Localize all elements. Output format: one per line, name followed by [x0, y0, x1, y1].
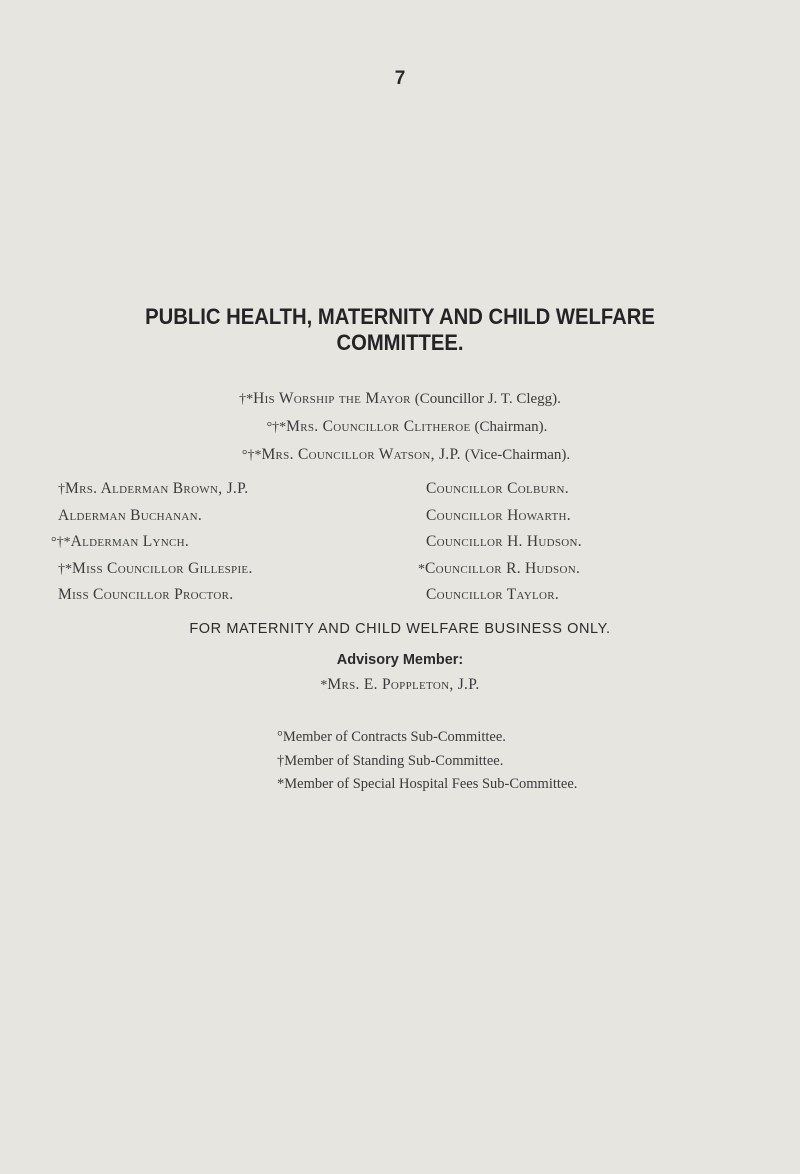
- advisory-member-heading: Advisory Member:: [336, 652, 464, 668]
- member-name: Mrs. Alderman Brown, J.P.: [65, 480, 249, 497]
- page-title-line-2: COMMITTEE.: [336, 330, 464, 355]
- member-name: Councillor Howarth.: [426, 506, 571, 524]
- member-entry: [51, 529, 253, 556]
- member-name: Alderman Buchanan.: [58, 506, 203, 524]
- legend-text: Member of Standing Sub-Committee.: [284, 752, 504, 769]
- officer-chairman: [0, 418, 800, 436]
- membership-symbols: °†*: [241, 448, 262, 463]
- members-right-column: [418, 476, 582, 609]
- officer-note: (Chairman).: [474, 419, 548, 435]
- legend-item-contracts: [277, 726, 577, 750]
- membership-symbols: *: [320, 678, 328, 693]
- membership-legend: [277, 726, 577, 797]
- member-entry: [58, 582, 253, 609]
- member-entry: [418, 556, 582, 583]
- officer-name: His Worship the Mayor: [253, 390, 411, 407]
- member-entry: [426, 529, 582, 556]
- legend-text: Member of Special Hospital Fees Sub-Committee.: [284, 776, 578, 792]
- member-entry: [426, 503, 582, 530]
- officer-name: Mrs. Councillor Watson, J.P.: [261, 446, 461, 463]
- member-name: Councillor R. Hudson.: [425, 559, 581, 577]
- membership-symbols: °†*: [51, 535, 71, 550]
- officer-note: (Vice-Chairman).: [464, 447, 571, 463]
- page-title: [32, 304, 768, 356]
- member-name: Councillor H. Hudson.: [426, 533, 582, 550]
- officer-mayor: [0, 390, 800, 408]
- officer-name: Mrs. Councillor Clitheroe: [286, 418, 471, 435]
- advisory-member-name: Mrs. E. Poppleton, J.P.: [327, 676, 480, 693]
- member-entry: [58, 503, 253, 530]
- membership-symbols: †: [58, 482, 65, 497]
- legend-text: Member of Contracts Sub-Committee.: [282, 729, 506, 745]
- members-left-column: [51, 476, 253, 609]
- membership-symbols: †*: [239, 392, 254, 407]
- membership-symbols: †*: [58, 561, 72, 577]
- member-name: Alderman Lynch.: [70, 533, 190, 550]
- officer-note: (Councillor J. T. Clegg).: [414, 391, 561, 407]
- legend-item-hospital-fees: [277, 773, 577, 797]
- officer-vice-chairman: [0, 446, 800, 464]
- member-name: Miss Councillor Proctor.: [58, 586, 234, 603]
- page-number: 7: [394, 68, 406, 89]
- maternity-business-note: FOR MATERNITY AND CHILD WELFARE BUSINESS ONLY.: [189, 621, 611, 637]
- member-entry: [58, 556, 253, 583]
- member-name: Councillor Taylor.: [426, 586, 560, 603]
- page-title-line-1: PUBLIC HEALTH, MATERNITY AND CHILD WELFARE: [145, 304, 655, 329]
- membership-symbols: *: [418, 561, 425, 577]
- legend-symbol: °: [277, 729, 283, 745]
- legend-item-standing: [277, 750, 577, 774]
- legend-symbol: *: [277, 776, 285, 792]
- member-name: Councillor Colburn.: [426, 480, 569, 497]
- member-name: Miss Councillor Gillespie.: [72, 559, 253, 577]
- membership-symbols: °†*: [266, 420, 287, 435]
- legend-symbol: †: [277, 752, 285, 769]
- member-entry: [426, 582, 582, 609]
- member-entry: [58, 476, 253, 503]
- member-entry: [426, 476, 582, 503]
- advisory-member-entry: [0, 676, 800, 694]
